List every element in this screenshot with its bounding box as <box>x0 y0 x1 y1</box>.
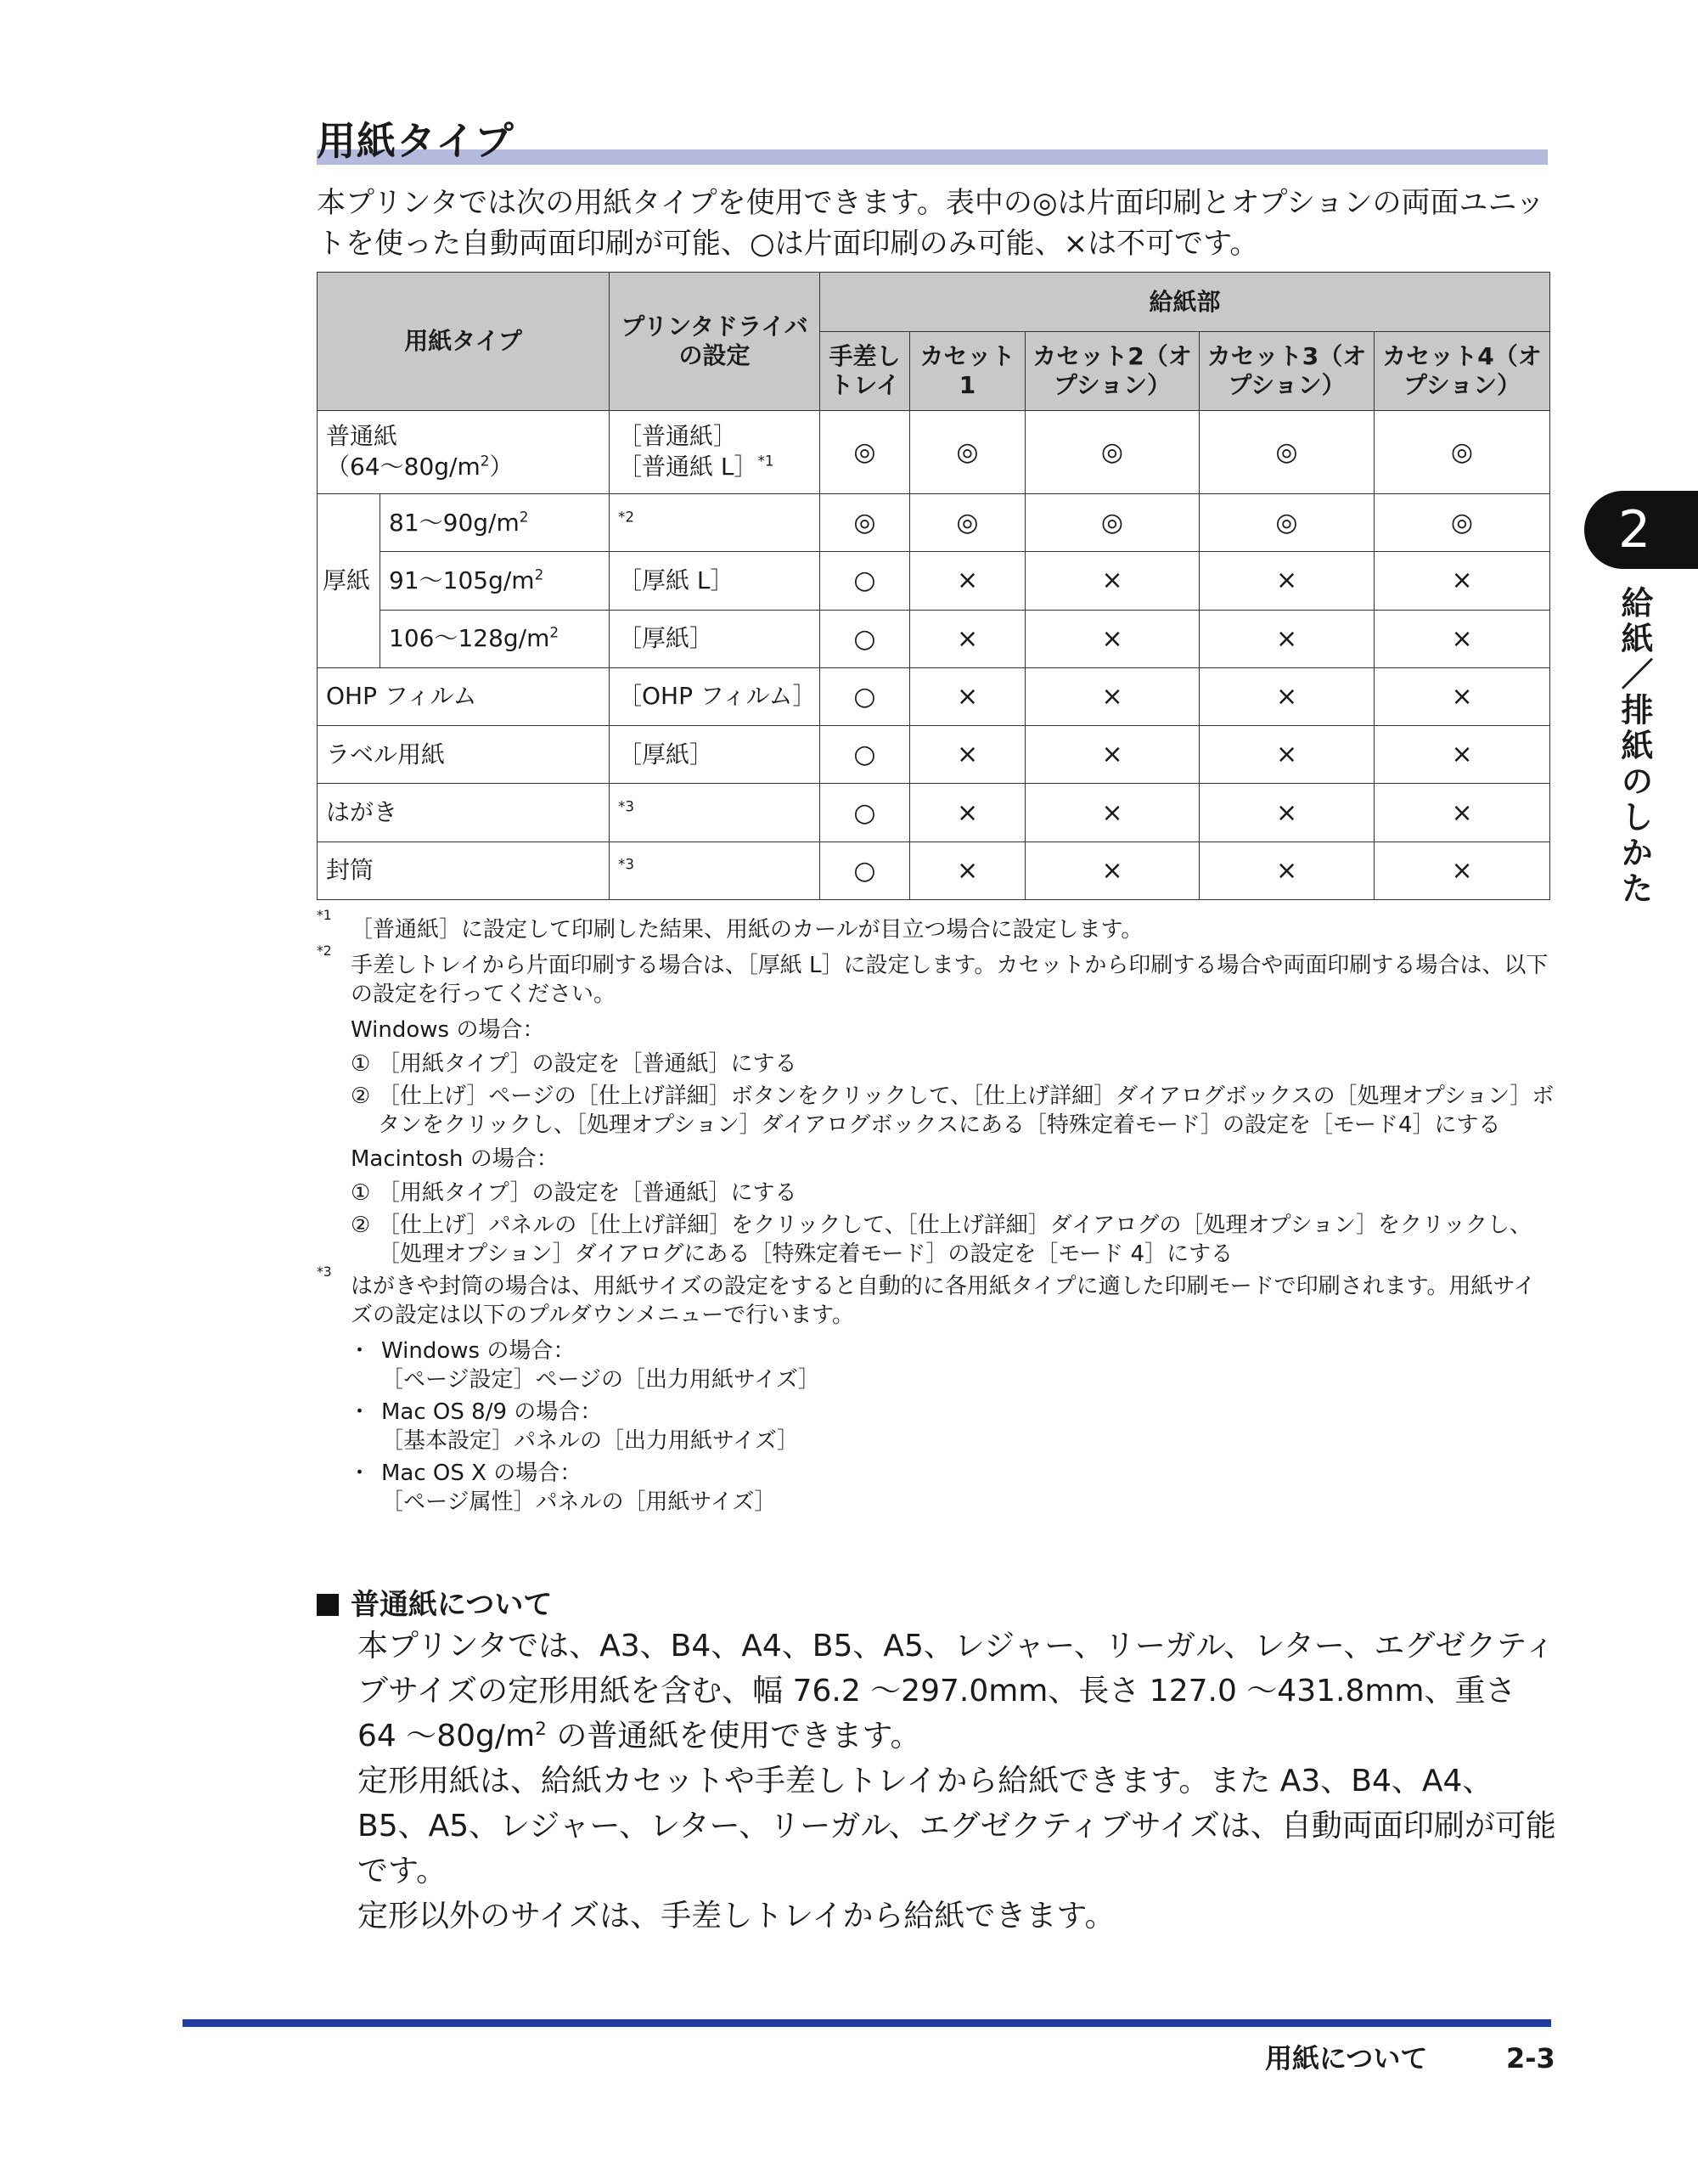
cell-mark: ○ <box>820 610 910 667</box>
cell-paper-name: はがき <box>318 784 610 842</box>
cell-mark: ○ <box>820 552 910 610</box>
cell-mark: × <box>1200 842 1375 899</box>
section-paragraph: 定形以外のサイズは、手差しトレイから給紙できます。 <box>357 1899 1116 1934</box>
cell-paper-name: 封筒 <box>318 842 610 899</box>
cell-mark: × <box>1026 552 1200 610</box>
cell-mark: ○ <box>820 842 910 899</box>
cell-weight: $81\sim 90g/m^2$ <box>380 494 610 552</box>
cell-mark: × <box>1200 610 1375 667</box>
cell-mark: × <box>1375 726 1550 784</box>
intro-paragraph: 本プリンタでは次の用紙タイプを使用できます。表中の◎は片面印刷とオプションの両面ユニットを使った自動両面印刷が可能、○は片面印刷のみ可能、×は不可です。 <box>317 186 1545 261</box>
windows-step: ① ［用紙タイプ］の設定を［普通紙］にする <box>351 1051 797 1077</box>
table-row <box>318 410 1550 493</box>
cell-mark: × <box>1026 784 1200 842</box>
cell-mark: × <box>910 610 1026 667</box>
header-cassette2: カセット2（オプション） <box>1026 332 1200 410</box>
cell-driver-setting: ［普通紙］ ［普通紙 L］$^{*1}$ <box>610 410 820 493</box>
cell-mark: × <box>1200 552 1375 610</box>
header-driver-setting: プリンタドライバの設定 <box>610 273 820 411</box>
cell-mark: ◎ <box>1375 494 1550 552</box>
footnote-3: *3 はがきや封筒の場合は、用紙サイズの設定をすると自動的に各用紙タイプに適した印刷モードで印刷されます。用紙サイズの設定は以下のプルダウンメニューで行います。 <box>317 1264 1536 1328</box>
cell-mark: × <box>910 552 1026 610</box>
section-title: 普通紙について <box>317 1586 1556 1624</box>
mac-step: ① ［用紙タイプ］の設定を［普通紙］にする <box>351 1180 797 1206</box>
table-row <box>318 552 1550 610</box>
header-manual-tray: 手差しトレイ <box>820 332 910 410</box>
page-number: 2-3 <box>1506 2042 1555 2074</box>
section-heading <box>317 117 1548 166</box>
cell-weight: $91\sim 105g/m^2$ <box>380 552 610 610</box>
square-bullet-icon <box>317 1594 339 1616</box>
cell-mark: × <box>1375 784 1550 842</box>
cell-mark: ◎ <box>910 494 1026 552</box>
header-feed: 給紙部 <box>820 273 1550 332</box>
cell-mark: ◎ <box>910 410 1026 493</box>
cell-mark: ◎ <box>1200 410 1375 493</box>
footnotes <box>317 908 1556 1520</box>
footnote-2: *2 手差しトレイから片面印刷する場合は、［厚紙 L］に設定します。カセットから印刷する場合や両面印刷する場合は、以下の設定を行ってください。 <box>317 943 1549 1007</box>
cell-driver-setting: *3 <box>610 842 820 899</box>
section-paragraph: 本プリンタでは、A3、B4、A4、B5、A5、レジャー、リーガル、レター、エグゼクティブサイズの定形用紙を含む、幅 76.2 ～297.0mm、長さ 127.0 ～431.8mm、重さ 64 $\sim 80g/m^2$ の普通紙を使用できます。 <box>357 1629 1555 1753</box>
paper-type-table <box>317 272 1550 900</box>
cell-mark: × <box>1375 667 1550 725</box>
cell-paper-name <box>318 410 610 493</box>
plain-weight: $(64\sim 80g/m^2)$ <box>326 453 514 481</box>
mac-step: ② ［仕上げ］パネルの［仕上げ詳細］をクリックして、［仕上げ詳細］ダイアログの［処理オプション］をクリックし、［処理オプション］ダイアログにある［特殊定着モード］の設定を［モード 4］にする <box>351 1213 1532 1267</box>
cell-mark: × <box>1200 726 1375 784</box>
chapter-label: 給紙／排紙のしかた <box>1616 586 1653 907</box>
cell-mark: × <box>1026 610 1200 667</box>
cell-driver-setting: *3 <box>610 784 820 842</box>
chapter-tab <box>1584 491 1698 569</box>
windows-step: ② ［仕上げ］ページの［仕上げ詳細］ボタンをクリックして、［仕上げ詳細］ダイアログボックスの［処理オプション］ボタンをクリックし、［処理オプション］ダイアログボックスにある［特殊定着モード］の設定を［モード4］にする <box>351 1084 1555 1138</box>
list-item: ･ Windows の場合： ［ページ設定］ページの［出力用紙サイズ］ <box>354 1338 820 1393</box>
footnote-1: *1 ［普通紙］に設定して印刷した結果、用紙のカールが目立つ場合に設定します。 <box>317 908 1144 943</box>
cell-mark: × <box>1200 667 1375 725</box>
cell-mark: × <box>1200 784 1375 842</box>
header-cassette4: カセット4（オプション） <box>1375 332 1550 410</box>
header-cassette3: カセット3（オプション） <box>1200 332 1375 410</box>
cell-driver-setting: ［厚紙］ <box>610 610 820 667</box>
cell-paper-name: OHP フィルム <box>318 667 610 725</box>
cell-mark: × <box>1375 610 1550 667</box>
thick-label: 厚紙 <box>318 494 380 668</box>
cell-mark: ◎ <box>820 494 910 552</box>
cell-driver-setting: ［厚紙 L］ <box>610 552 820 610</box>
cell-mark: ◎ <box>1026 494 1200 552</box>
cell-mark: ○ <box>820 667 910 725</box>
cell-mark: × <box>1026 667 1200 725</box>
table-row <box>318 610 1550 667</box>
plain-paper-section <box>317 1586 1556 1939</box>
footer-title: 用紙について <box>1265 2042 1428 2074</box>
cell-weight: $106\sim 128g/m^2$ <box>380 610 610 667</box>
cell-mark: × <box>1375 552 1550 610</box>
list-item: ･ Mac OS X の場合： ［ページ属性］パネルの［用紙サイズ］ <box>354 1461 777 1515</box>
cell-mark: × <box>1026 726 1200 784</box>
cell-driver-setting: ［厚紙］ <box>610 726 820 784</box>
cell-mark: × <box>910 726 1026 784</box>
section-paragraph: 定形用紙は、給紙カセットや手差しトレイから給紙できます。また A3、B4、A4、B5、A5、レジャー、レター、リーガル、エグゼクティブサイズは、自動両面印刷が可能です。 <box>357 1764 1556 1888</box>
cell-mark: × <box>910 842 1026 899</box>
header-paper-type: 用紙タイプ <box>318 273 610 411</box>
header-cassette1: カセット1 <box>910 332 1026 410</box>
table-row <box>318 842 1550 899</box>
cell-mark: × <box>1375 842 1550 899</box>
cell-paper-name: ラベル用紙 <box>318 726 610 784</box>
cell-mark: ◎ <box>1200 494 1375 552</box>
cell-mark: × <box>910 667 1026 725</box>
table-row <box>318 667 1550 725</box>
cell-mark: × <box>910 784 1026 842</box>
cell-mark: ○ <box>820 784 910 842</box>
cell-mark: ◎ <box>1375 410 1550 493</box>
plain-name: 普通紙 <box>326 422 398 451</box>
table-row <box>318 494 1550 552</box>
table-row <box>318 784 1550 842</box>
windows-label: Windows の場合： <box>351 1017 545 1043</box>
footer-rule <box>183 2019 1551 2027</box>
cell-mark: ○ <box>820 726 910 784</box>
cell-mark: ◎ <box>1026 410 1200 493</box>
cell-driver-setting: ［OHP フィルム］ <box>610 667 820 725</box>
cell-mark: × <box>1026 842 1200 899</box>
list-item: ･ Mac OS 8/9 の場合： ［基本設定］パネルの［出力用紙サイズ］ <box>354 1399 799 1454</box>
cell-driver-setting: *2 <box>610 494 820 552</box>
page-title: 用紙タイプ <box>317 118 514 164</box>
chapter-number: 2 <box>1618 500 1651 560</box>
cell-mark: ◎ <box>820 410 910 493</box>
mac-label: Macintosh の場合： <box>351 1146 559 1172</box>
table-row <box>318 726 1550 784</box>
